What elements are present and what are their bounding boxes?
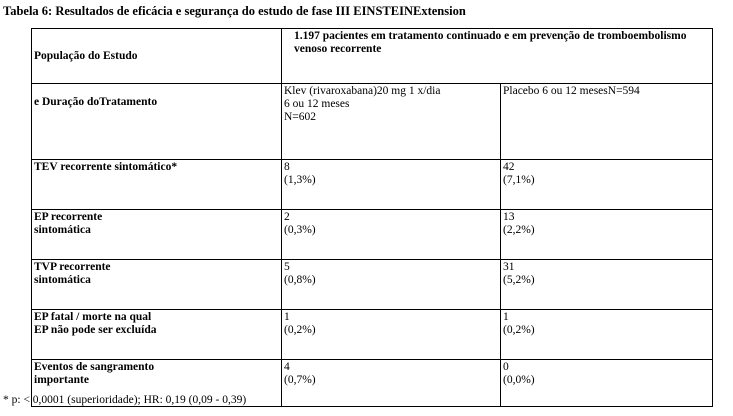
row-label: TEV recorrente sintomático* [34,161,178,173]
placebo-arm-cell [501,84,713,160]
table-header-row [32,29,713,84]
row-label: EP recorrente sintomática [34,211,103,236]
placebo-value: 31 (5,2%) [503,261,535,286]
placebo-value: 13 (2,2%) [503,211,535,236]
row-label: Eventos de sangramento importante [34,361,155,386]
treatment-value: 4 (0,7%) [284,361,316,386]
placebo-arm-text: Placebo 6 ou 12 mesesN=594 [503,85,640,97]
population-value [282,29,713,84]
placebo-value: 0 (0,0%) [503,361,535,386]
table-title: Tabela 6: Resultados de eficácia e segurança do estudo de fase III EINSTEINExtension [3,4,466,18]
table-row [32,210,713,260]
placebo-value: 1 (0,2%) [503,311,535,336]
treatment-value: 8 (1,3%) [284,161,316,186]
duration-label: e Duração doTratamento [32,84,282,160]
population-value-text: 1.197 pacientes em tratamento continuado e em prevenção de tromboembolismo venoso recorrente [294,30,687,55]
table-row [32,160,713,210]
row-label: EP fatal / morte na qual EP não pode ser excluída [34,311,157,336]
placebo-value: 42 (7,1%) [503,161,535,186]
treatment-arm-cell [282,84,501,160]
table-row [32,310,713,360]
treatment-value: 2 (0,3%) [284,211,316,236]
population-label: População do Estudo [32,29,282,84]
footnote: * p: < 0,0001 (superioridade); HR: 0,19 (0,09 - 0,39) [3,394,247,406]
treatment-value: 1 (0,2%) [284,311,316,336]
table-row [32,260,713,310]
treatment-arm-text: Klev (rivaroxabana)20 mg 1 x/dia 6 ou 12 meses N=602 [284,85,441,123]
treatment-value: 5 (0,8%) [284,261,316,286]
duration-row [32,84,713,160]
row-label: TVP recorrente sintomática [34,261,111,286]
results-table [31,28,713,407]
